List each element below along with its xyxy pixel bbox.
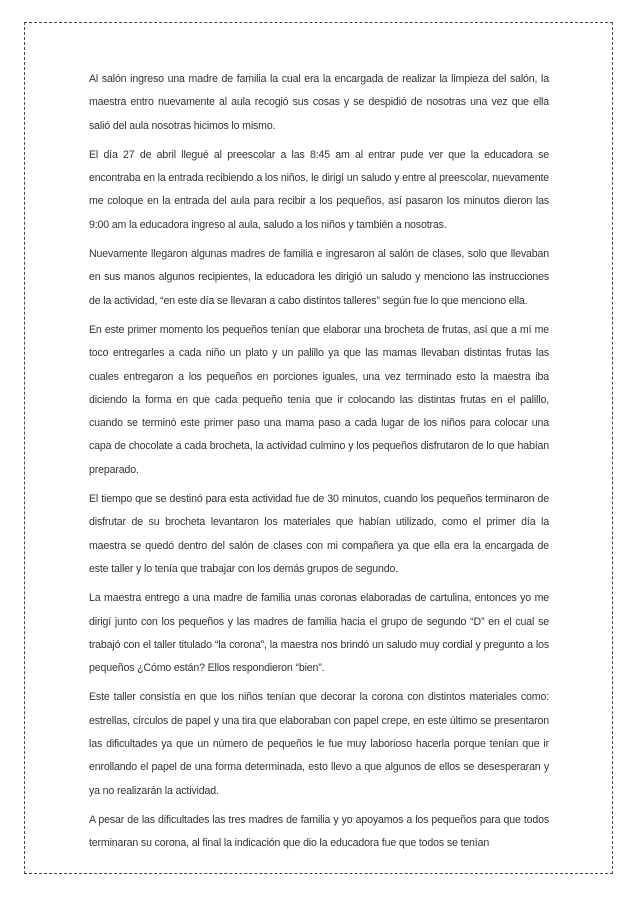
paragraph: El tiempo que se destinó para esta actividad fue de 30 minutos, cuando los pequeños terminaron de disfrutar de su brocheta levantaron los materiales que habían utilizado, como el primer día la maestra se quedó dentro del salón de clases con mi compañera ya que ella era la encargada de este taller y lo tenía que trabajar con los demás grupos de segundo. [89, 493, 549, 575]
document-body [89, 68, 549, 862]
paragraph: Este taller consistía en que los niños tenían que decorar la corona con distintos materiales como: estrellas, círculos de papel y una tira que elaboraban con papel crepe, en este último se presentaron las dificultades ya que un número de pequeños le fue muy laborioso hacerla porque tenían que ir enrollando el papel de una forma determinada, esto llevo a que algunos de ellos se desesperaran y ya no realizarán la actividad. [89, 691, 549, 797]
paragraph: Al salón ingreso una madre de familia la cual era la encargada de realizar la limpieza del salón, la maestra entro nuevamente al aula recogió sus cosas y se despidió de nosotras una vez que ella salió del aula nosotras hicimos lo mismo. [89, 73, 549, 132]
paragraph: Nuevamente llegaron algunas madres de familia e ingresaron al salón de clases, solo que llevaban en sus manos algunos recipientes, la educadora les dirigió un saludo y menciono las instrucciones de la actividad, “en este día se llevaran a cabo distintos talleres” según fue lo que menciono ella. [89, 248, 549, 307]
paragraph: El día 27 de abril llegué al preescolar a las 8:45 am al entrar pude ver que la educadora se encontraba en la entrada recibiendo a los niños, le dirigí un saludo y entre al preescolar, nuevamente me coloque en la entrada del aula para recibir a los pequeños, así pasaron los minutos dieron las 9:00 am la educadora ingreso al aula, saludo a los niños y también a nosotras. [89, 148, 549, 231]
paragraph: En este primer momento los pequeños tenían que elaborar una brocheta de frutas, así que a mí me toco entregarles a cada niño un plato y un palillo ya que las mamas llevaban distintas frutas las cuales entregaron a los pequeños en porciones iguales, una vez terminado esto la maestra iba diciendo la forma en que cada pequeño tenía que ir colocando las distintas frutas en el palillo, cuando se terminó este primer paso una mama paso a cada lugar de los niños para colocar una capa de chocolate a cada brocheta, la actividad culmino y los pequeños disfrutaron de lo que habían preparado. [89, 323, 549, 476]
paragraph: La maestra entrego a una madre de familia unas coronas elaboradas de cartulina, entonces yo me dirigí junto con los pequeños y las madres de familia hacia el grupo de segundo “D” en el cual se trabajó con el taller titulado “la corona”, la maestra nos brindó un saludo muy cordial y pregunto a los pequeños ¿Cómo están? Ellos respondieron “bien”. [89, 592, 549, 675]
paragraph: A pesar de las dificultades las tres madres de familia y yo apoyamos a los pequeños para que todos terminaran su corona, al final la indicación que dio la educadora fue que todos se tenían [89, 813, 549, 850]
